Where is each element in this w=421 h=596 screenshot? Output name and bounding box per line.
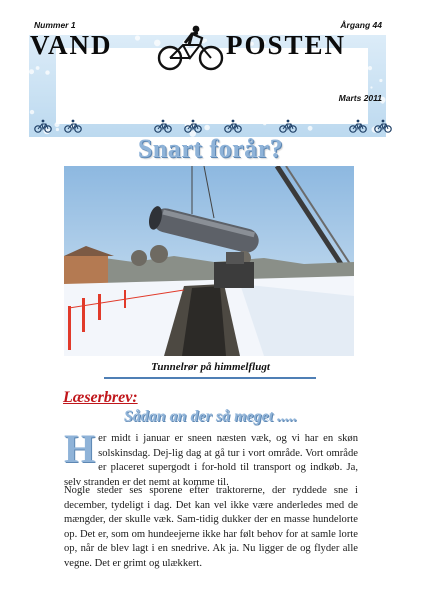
bicycle-icon — [279, 119, 297, 133]
caption-divider — [104, 377, 316, 379]
letter-paragraph-1 — [64, 426, 358, 490]
issue-number: Nummer 1 — [34, 20, 76, 30]
bicycle-icon — [34, 119, 52, 133]
volume-number: Årgang 44 — [340, 20, 382, 30]
section-label: Læserbrev: — [63, 389, 138, 406]
bicycle-icon — [64, 119, 82, 133]
bicycle-icon — [349, 119, 367, 133]
photo-caption: Tunnelrør på himmelflugt — [151, 361, 270, 373]
bicycle-icon — [184, 119, 202, 133]
headline: Snart forår? — [137, 134, 284, 163]
construction-photo — [64, 166, 354, 356]
cyclist-icon — [156, 25, 226, 71]
letter-paragraph-2: Nogle steder ses sporene efter traktorerne, der ryddede sne i december, tydeligt i dag. Det kan vel ikke være anderledes med de mængder, der skulle væk. Sam-tidig dukker der en masse hundelorte op. Det er, som om hundeejerne ikke har følt behov for at samle lorte op, når de blev lagt i en snedrive. Ak ja. Nu ligger de og flyder alle vegne. Det er grimt og ulækkert. — [64, 485, 358, 569]
letter-title: Sådan an der så meget ..... — [123, 408, 298, 425]
bicycle-icon — [374, 119, 392, 133]
masthead-title-right: POSTEN — [226, 30, 347, 60]
paragraph-1-text: er midt i januar er sneen næsten væk, og vi har en skøn solskinsdag. Dej-lig dag at gå tur i vort område. Vort område er placeret supergodt i for-hold til transport og indkøb. Ja, selv stranden er det nemt at komme til. — [64, 433, 358, 488]
issue-date: Marts 2011 — [338, 93, 382, 103]
drop-cap: H — [64, 426, 96, 471]
bicycle-icon — [224, 119, 242, 133]
masthead-title-left: VAND — [30, 30, 113, 60]
bicycle-icon — [154, 119, 172, 133]
bicycle-ornament-row — [29, 119, 386, 135]
